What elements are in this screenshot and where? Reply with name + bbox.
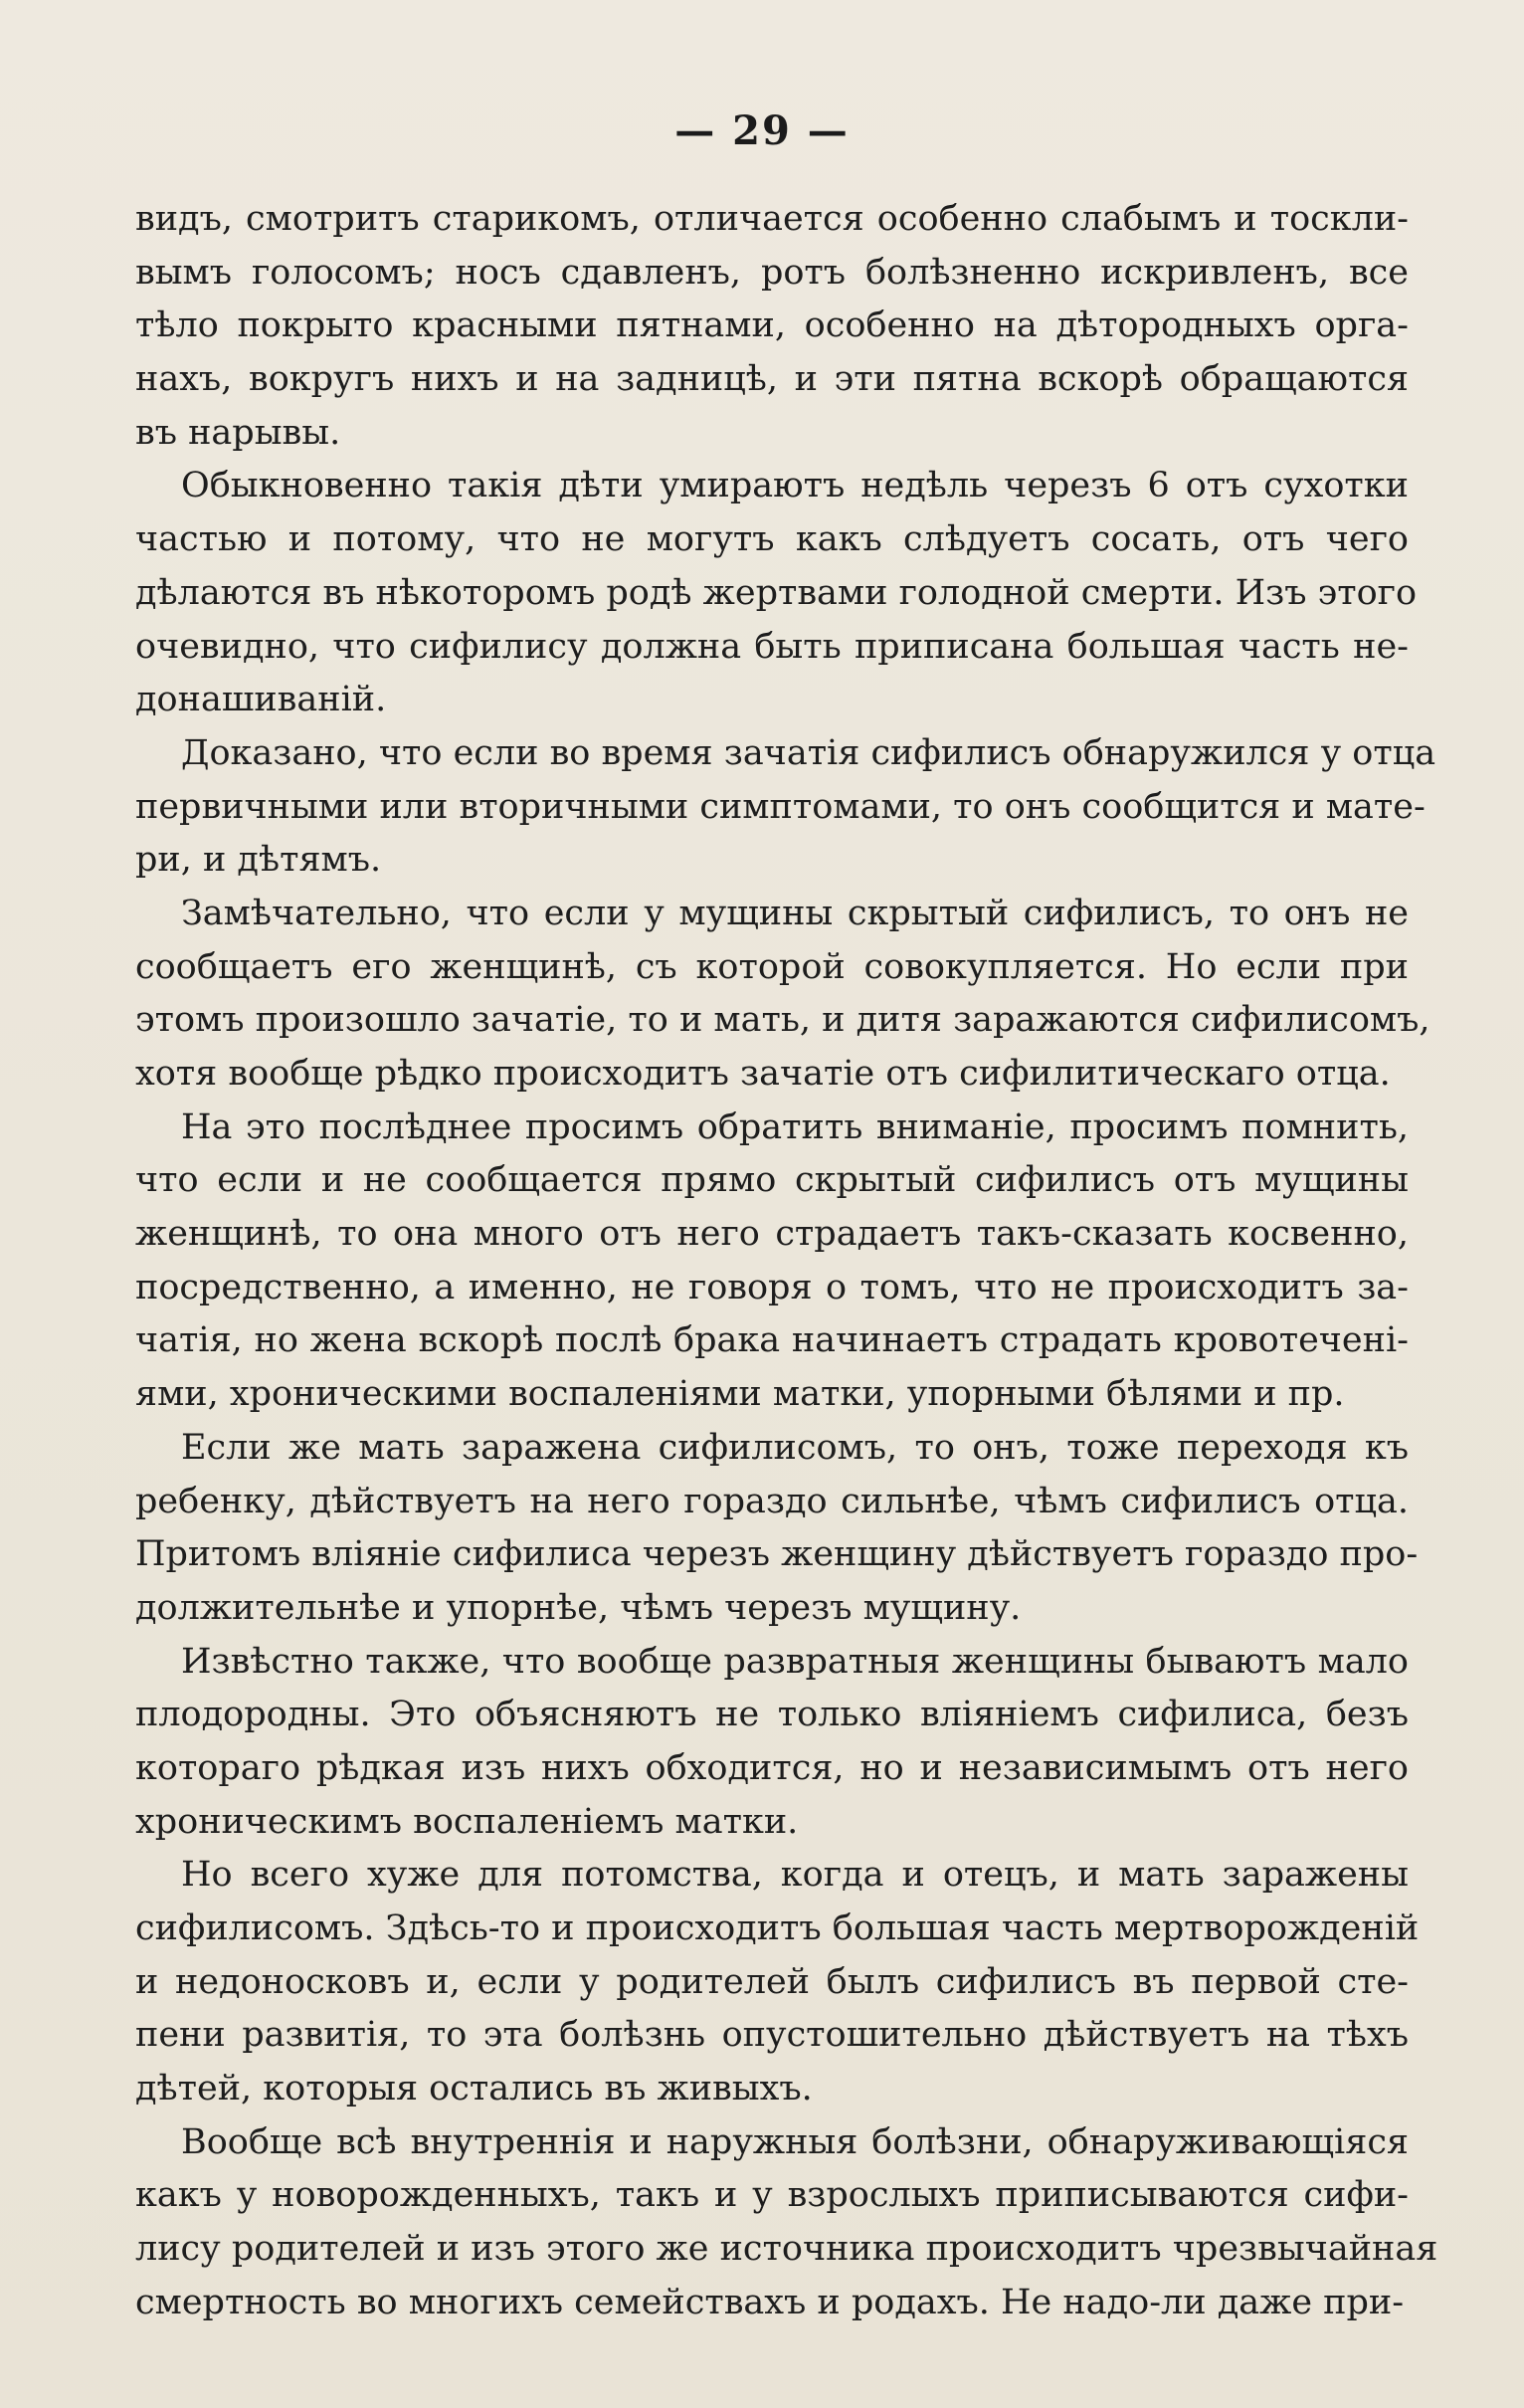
- body-text: [135, 193, 1438, 2330]
- text-line: пени развитія, то эта болѣзнь опустошительно дѣйствуетъ на тѣхъ: [135, 2015, 1409, 2056]
- text-line: очевидно, что сифилису должна быть приписана большая часть не-: [135, 626, 1409, 667]
- text-line: въ нарывы.: [135, 412, 341, 453]
- text-line: частью и потому, что не могутъ какъ слѣдуетъ сосать, отъ чего: [135, 519, 1409, 560]
- text-line: посредственно, а именно, не говоря о томъ, что не происходитъ за-: [135, 1267, 1409, 1307]
- text-line: Доказано, что если во время зачатія сифилисъ обнаружился у отца: [181, 732, 1436, 773]
- text-line: какъ у новорожденныхъ, такъ и у взрослыхъ приписываются сифи-: [135, 2175, 1409, 2216]
- text-line: женщинѣ, то она много отъ него страдаетъ такъ-сказать косвенно,: [135, 1214, 1409, 1255]
- text-line: должительнѣе и упорнѣе, чѣмъ черезъ мущину.: [135, 1587, 1022, 1628]
- paragraph: [135, 727, 1436, 888]
- text-line: и недоносковъ и, если у родителей былъ сифилисъ въ первой сте-: [135, 1961, 1409, 2002]
- text-line: ями, хроническими воспаленіями матки, упорными бѣлями и пр.: [135, 1374, 1345, 1415]
- paragraph: [135, 1849, 1420, 2115]
- paragraph: [135, 2116, 1438, 2330]
- paragraph: [135, 1102, 1409, 1422]
- text-line: видъ, смотритъ старикомъ, отличается особенно слабымъ и тоскли-: [135, 199, 1409, 239]
- text-line: нахъ, вокругъ нихъ и на задницѣ, и эти пятна вскорѣ обращаются: [135, 359, 1409, 400]
- paragraph: [135, 1422, 1419, 1636]
- text-line: Извѣстно также, что вообще развратныя женщины бываютъ мало: [181, 1641, 1409, 1682]
- text-line: плодородны. Это объясняютъ не только вліяніемъ сифилиса, безъ: [135, 1695, 1409, 1735]
- text-line: что если и не сообщается прямо скрытый сифилисъ отъ мущины: [135, 1160, 1409, 1201]
- text-line: Притомъ вліяніе сифилиса черезъ женщину дѣйствуетъ гораздо про-: [135, 1534, 1419, 1575]
- text-line: Вообще всѣ внутреннія и наружныя болѣзни, обнаруживающіяся: [181, 2121, 1409, 2162]
- text-line: Замѣчательно, что если у мущины скрытый сифилисъ, то онъ не: [181, 893, 1409, 933]
- text-line: этомъ произошло зачатіе, то и мать, и дитя заражаются сифилисомъ,: [135, 1000, 1430, 1041]
- text-line: донашиваній.: [135, 680, 387, 720]
- text-line: чатія, но жена вскорѣ послѣ брака начинаетъ страдать кровотеченi-: [135, 1320, 1409, 1361]
- text-line: хроническимъ воспаленіемъ матки.: [135, 1801, 799, 1842]
- text-line: котораго рѣдкая изъ нихъ обходится, но и независимымъ отъ него: [135, 1747, 1409, 1788]
- text-line: дѣлаются въ нѣкоторомъ родѣ жертвами голодной смерти. Изъ этого: [135, 572, 1418, 613]
- text-line: На это послѣднее просимъ обратить вниманіе, просимъ помнить,: [181, 1106, 1409, 1147]
- text-line: сифилисомъ. Здѣсь-то и происходитъ большая часть мертворожденій: [135, 1908, 1420, 1948]
- text-line: Но всего хуже для потомства, когда и отецъ, и мать заражены: [181, 1855, 1409, 1896]
- text-line: первичными или вторичными симптомами, то онъ сообщится и мате-: [135, 786, 1426, 827]
- text-line: тѣло покрыто красными пятнами, особенно на дѣтородныхъ орга-: [135, 305, 1409, 346]
- text-line: Если же мать заражена сифилисомъ, то онъ, тоже переходя къ: [181, 1427, 1409, 1468]
- text-line: ребенку, дѣйствуетъ на него гораздо сильнѣе, чѣмъ сифилисъ отца.: [135, 1481, 1409, 1521]
- text-line: хотя вообще рѣдко происходитъ зачатіе отъ сифилитическаго отца.: [135, 1054, 1391, 1094]
- text-line: лису родителей и изъ этого же источника происходитъ чрезвычайная: [135, 2229, 1438, 2270]
- text-line: сообщаетъ его женщинѣ, съ которой совокупляется. Но если при: [135, 946, 1409, 987]
- paragraph: [135, 460, 1418, 726]
- text-line: Обыкновенно такія дѣти умираютъ недѣль черезъ 6 отъ сухотки: [181, 466, 1409, 506]
- paragraph: [135, 193, 1409, 460]
- paragraph: [135, 1636, 1409, 1850]
- text-line: вымъ голосомъ; носъ сдавленъ, ротъ болѣзненно искривленъ, все: [135, 252, 1409, 293]
- paragraph: [135, 888, 1430, 1102]
- text-line: дѣтей, которыя остались въ живыхъ.: [135, 2069, 813, 2109]
- text-line: смертность во многихъ семействахъ и родахъ. Не надо-ли даже при-: [135, 2282, 1405, 2322]
- page-number: — 29 —: [674, 107, 850, 154]
- text-line: ри, и дѣтямъ.: [135, 840, 382, 881]
